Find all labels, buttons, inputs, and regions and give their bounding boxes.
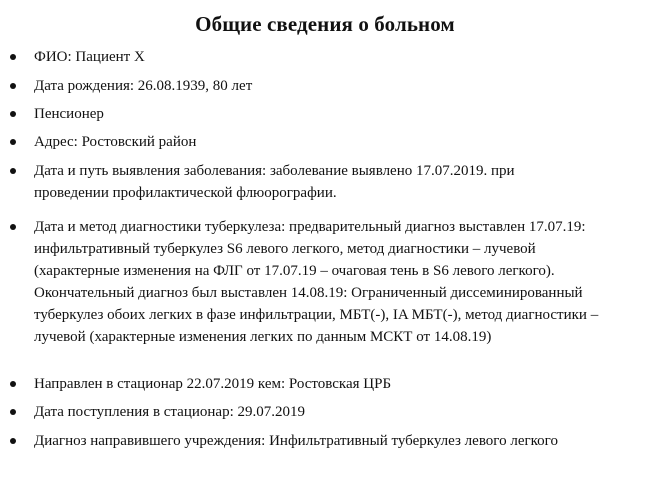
bullet-text — [34, 216, 646, 348]
bullet-dot-icon — [10, 54, 16, 60]
bullet-text-line: Окончательный диагноз был выставлен 14.08.19: Ограниченный диссеминированный — [34, 285, 583, 301]
bullet-text — [34, 131, 646, 153]
bullet-dot-icon — [10, 111, 16, 117]
bullet-text — [34, 75, 646, 97]
bullet-text-line: Дата и путь выявления заболевания: заболевание выявлено 17.07.2019. при — [34, 163, 515, 179]
bullet-text-line: проведении профилактической флюорографии. — [34, 185, 337, 201]
bullet-text-line: Направлен в стационар 22.07.2019 кем: Ростовская ЦРБ — [34, 376, 392, 392]
bullet-text-line: Адрес: Ростовский район — [34, 134, 197, 150]
bullet-dot-icon — [10, 438, 16, 444]
bullet-dot-icon — [10, 139, 16, 145]
bullet-dot-icon — [10, 224, 16, 230]
bullet-text-line: (характерные изменения на ФЛГ от 17.07.19 – очаговая тень в S6 левого легкого). — [34, 263, 555, 279]
bullet-text — [34, 46, 646, 68]
bullet-text — [34, 103, 646, 125]
bullet-text-line: ФИО: Пациент Х — [34, 49, 145, 65]
bullet-text — [34, 160, 646, 204]
bullet-text-line: Дата поступления в стационар: 29.07.2019 — [34, 404, 305, 420]
bullet-text-line: Пенсионер — [34, 106, 104, 122]
bullet-text-line: туберкулез обоих легких в фазе инфильтрации, МБТ(-), IA МБТ(-), метод диагностики – — [34, 307, 599, 323]
bullet-text-line: инфильтративный туберкулез S6 левого легкого, метод диагностики – лучевой — [34, 241, 536, 257]
bullet-text — [34, 401, 646, 423]
bullet-text — [34, 373, 646, 395]
bullet-dot-icon — [10, 83, 16, 89]
bullet-text-line: Диагноз направившего учреждения: Инфильтративный туберкулез левого легкого — [34, 433, 558, 449]
bullet-text-line: Дата и метод диагностики туберкулеза: предварительный диагноз выставлен 17.07.19: — [34, 219, 586, 235]
bullet-dot-icon — [10, 168, 16, 174]
slide-title: Общие сведения о больном — [195, 12, 455, 36]
bullet-text — [34, 430, 646, 452]
bullet-dot-icon — [10, 381, 16, 387]
bullet-text-line: лучевой (характерные изменения легких по данным МСКТ от 14.08.19) — [34, 329, 492, 345]
bullet-dot-icon — [10, 409, 16, 415]
bullet-text-line: Дата рождения: 26.08.1939, 80 лет — [34, 78, 253, 94]
